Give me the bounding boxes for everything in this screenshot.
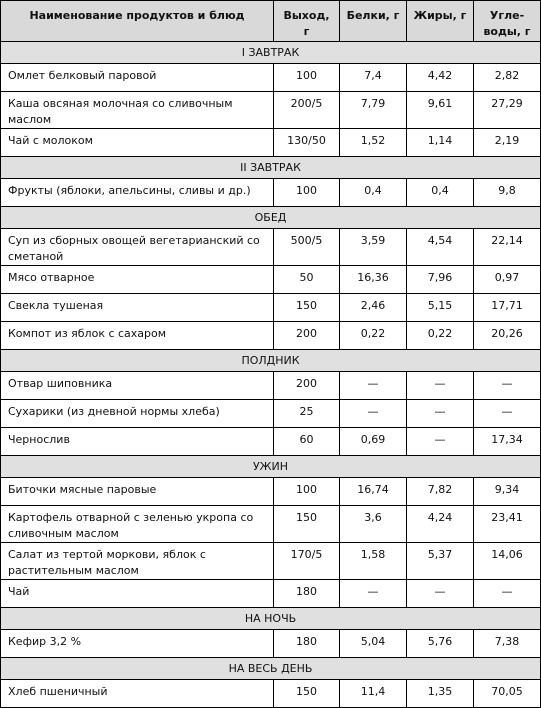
section-header-row — [1, 456, 541, 478]
section-title: ОБЕД — [1, 207, 541, 229]
table-row — [1, 428, 541, 456]
yield-cell: 150 — [274, 294, 340, 322]
fat-cell: 4,54 — [407, 229, 474, 266]
yield-cell: 180 — [274, 630, 340, 658]
yield-cell: 50 — [274, 266, 340, 294]
fat-cell: 1,14 — [407, 129, 474, 157]
carbs-cell: 14,06 — [474, 543, 541, 580]
protein-cell: 1,58 — [340, 543, 407, 580]
yield-cell: 100 — [274, 64, 340, 92]
table-row — [1, 266, 541, 294]
fat-cell: — — [407, 428, 474, 456]
fat-cell: 0,4 — [407, 179, 474, 207]
fat-cell: 1,35 — [407, 680, 474, 708]
table-row — [1, 506, 541, 543]
yield-cell: 100 — [274, 179, 340, 207]
table-row — [1, 680, 541, 708]
dish-name-cell: Фрукты (яблоки, апельсины, сливы и др.) — [1, 179, 274, 207]
header-protein: Белки, г — [340, 1, 407, 42]
protein-cell: 0,69 — [340, 428, 407, 456]
table-row — [1, 543, 541, 580]
table-row — [1, 179, 541, 207]
protein-cell: 16,36 — [340, 266, 407, 294]
section-header-row — [1, 608, 541, 630]
yield-cell: 130/50 — [274, 129, 340, 157]
header-row — [1, 1, 541, 42]
dish-name-cell: Биточки мясные паровые — [1, 478, 274, 506]
dish-name-cell: Сухарики (из дневной нормы хлеба) — [1, 400, 274, 428]
dish-name-cell: Омлет белковый паровой — [1, 64, 274, 92]
fat-cell: 4,42 — [407, 64, 474, 92]
protein-cell: 11,4 — [340, 680, 407, 708]
yield-cell: 170/5 — [274, 543, 340, 580]
dish-name-cell: Свекла тушеная — [1, 294, 274, 322]
section-title: I ЗАВТРАК — [1, 42, 541, 64]
table-row — [1, 322, 541, 350]
dish-name-cell: Суп из сборных овощей вегетарианский со сметаной — [1, 229, 274, 266]
fat-cell: — — [407, 372, 474, 400]
dish-name-cell: Салат из тертой моркови, яблок с растительным маслом — [1, 543, 274, 580]
section-title: ПОЛДНИК — [1, 350, 541, 372]
protein-cell: 16,74 — [340, 478, 407, 506]
dish-name-cell: Кефир 3,2 % — [1, 630, 274, 658]
table-row — [1, 92, 541, 129]
protein-cell: 3,6 — [340, 506, 407, 543]
table-body — [1, 42, 541, 708]
fat-cell: 5,76 — [407, 630, 474, 658]
fat-cell: 5,37 — [407, 543, 474, 580]
carbs-cell: 2,19 — [474, 129, 541, 157]
protein-cell: 0,22 — [340, 322, 407, 350]
header-yield: Выход, г — [274, 1, 340, 42]
protein-cell: 0,4 — [340, 179, 407, 207]
table-row — [1, 129, 541, 157]
yield-cell: 25 — [274, 400, 340, 428]
carbs-cell: — — [474, 580, 541, 608]
yield-cell: 100 — [274, 478, 340, 506]
carbs-cell: 70,05 — [474, 680, 541, 708]
section-title: НА НОЧЬ — [1, 608, 541, 630]
fat-cell: — — [407, 400, 474, 428]
dish-name-cell: Каша овсяная молочная со сливочным маслом — [1, 92, 274, 129]
yield-cell: 60 — [274, 428, 340, 456]
dish-name-cell: Компот из яблок с сахаром — [1, 322, 274, 350]
header-carbs: Угле-воды, г — [474, 1, 541, 42]
carbs-cell: — — [474, 372, 541, 400]
yield-cell: 150 — [274, 506, 340, 543]
yield-cell: 500/5 — [274, 229, 340, 266]
yield-cell: 200 — [274, 372, 340, 400]
protein-cell: 7,4 — [340, 64, 407, 92]
dish-name-cell: Чай с молоком — [1, 129, 274, 157]
table-row — [1, 580, 541, 608]
protein-cell: 1,52 — [340, 129, 407, 157]
carbs-cell: 27,29 — [474, 92, 541, 129]
carbs-cell: 20,26 — [474, 322, 541, 350]
header-name: Наименование продуктов и блюд — [1, 1, 274, 42]
dish-name-cell: Чернослив — [1, 428, 274, 456]
table-row — [1, 478, 541, 506]
carbs-cell: 7,38 — [474, 630, 541, 658]
dish-name-cell: Хлеб пшеничный — [1, 680, 274, 708]
dish-name-cell: Отвар шиповника — [1, 372, 274, 400]
fat-cell: 9,61 — [407, 92, 474, 129]
protein-cell: 2,46 — [340, 294, 407, 322]
table-row — [1, 400, 541, 428]
table-row — [1, 64, 541, 92]
fat-cell: 4,24 — [407, 506, 474, 543]
protein-cell: — — [340, 372, 407, 400]
table-row — [1, 229, 541, 266]
section-header-row — [1, 42, 541, 64]
yield-cell: 180 — [274, 580, 340, 608]
yield-cell: 150 — [274, 680, 340, 708]
yield-cell: 200/5 — [274, 92, 340, 129]
carbs-cell: — — [474, 400, 541, 428]
fat-cell: 7,82 — [407, 478, 474, 506]
section-title: УЖИН — [1, 456, 541, 478]
section-header-row — [1, 157, 541, 179]
protein-cell: — — [340, 580, 407, 608]
carbs-cell: 22,14 — [474, 229, 541, 266]
table-row — [1, 372, 541, 400]
protein-cell: 7,79 — [340, 92, 407, 129]
section-header-row — [1, 658, 541, 680]
carbs-cell: 17,34 — [474, 428, 541, 456]
carbs-cell: 0,97 — [474, 266, 541, 294]
table-row — [1, 294, 541, 322]
protein-cell: — — [340, 400, 407, 428]
section-header-row — [1, 207, 541, 229]
yield-cell: 200 — [274, 322, 340, 350]
section-header-row — [1, 350, 541, 372]
carbs-cell: 9,34 — [474, 478, 541, 506]
fat-cell: 7,96 — [407, 266, 474, 294]
dish-name-cell: Мясо отварное — [1, 266, 274, 294]
carbs-cell: 17,71 — [474, 294, 541, 322]
fat-cell: — — [407, 580, 474, 608]
section-title: НА ВЕСЬ ДЕНЬ — [1, 658, 541, 680]
protein-cell: 3,59 — [340, 229, 407, 266]
header-fat: Жиры, г — [407, 1, 474, 42]
carbs-cell: 23,41 — [474, 506, 541, 543]
carbs-cell: 2,82 — [474, 64, 541, 92]
fat-cell: 5,15 — [407, 294, 474, 322]
dish-name-cell: Чай — [1, 580, 274, 608]
dish-name-cell: Картофель отварной с зеленью укропа со сливочным маслом — [1, 506, 274, 543]
fat-cell: 0,22 — [407, 322, 474, 350]
table-row — [1, 630, 541, 658]
protein-cell: 5,04 — [340, 630, 407, 658]
carbs-cell: 9,8 — [474, 179, 541, 207]
section-title: II ЗАВТРАК — [1, 157, 541, 179]
